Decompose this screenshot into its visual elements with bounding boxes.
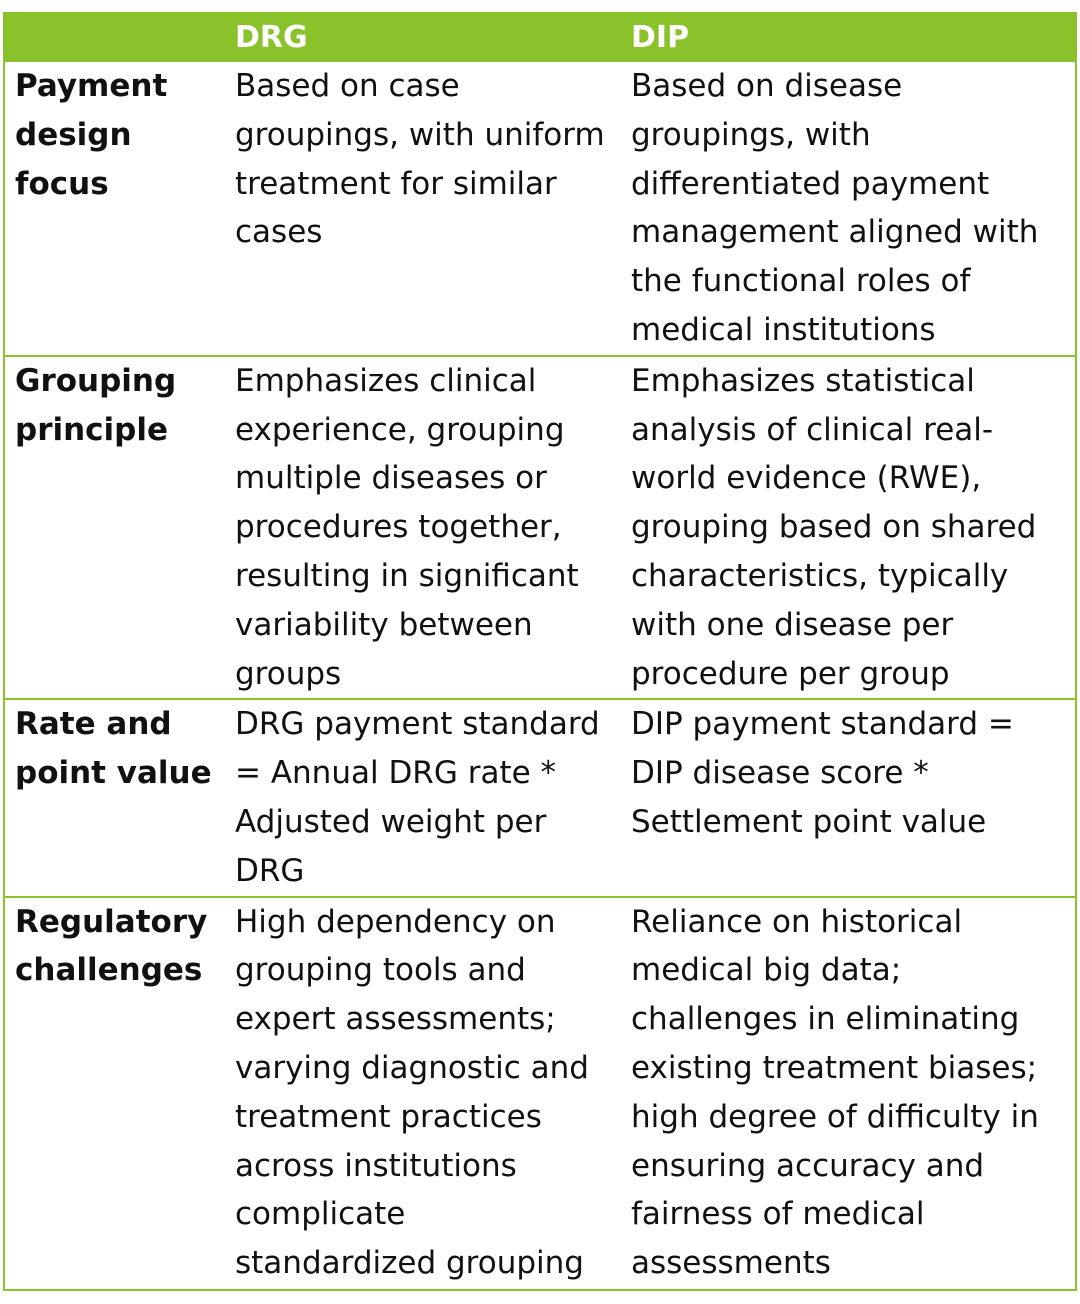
cell-drg-regulatory-challenges: High dependency on grouping tools and expert assessments; varying diagnostic and treatment practices across institutions complicate standardized grouping (235, 903, 589, 1282)
comparison-table (5, 14, 1075, 1289)
row-label-regulatory-challenges: Regulatory challenges (15, 903, 208, 989)
row-label-grouping-principle: Grouping principle (15, 362, 177, 448)
comparison-table-container (3, 12, 1077, 1291)
row-label-rate-and-point-value: Rate and point value (15, 706, 212, 792)
row-label-payment-design-focus: Payment design focus (15, 68, 168, 202)
header-drg: DRG (235, 20, 308, 55)
cell-drg-grouping-principle: Emphasizes clinical experience, grouping multiple diseases or procedures together, resulting in significant variability between groups (235, 362, 579, 692)
cell-drg-payment-design-focus: Based on case groupings, with uniform treatment for similar cases (235, 68, 605, 251)
cell-drg-rate-and-point-value: DRG payment standard = Annual DRG rate * Adjusted weight per DRG (235, 706, 600, 889)
cell-dip-regulatory-challenges: Reliance on historical medical big data; challenges in eliminating existing treatment biases; high degree of difficulty in ensuring accuracy and fairness of medical assessments (631, 903, 1039, 1282)
cell-dip-rate-and-point-value: DIP payment standard = DIP disease score * Settlement point value (631, 706, 1014, 840)
table-row (5, 897, 1075, 1289)
cell-dip-grouping-principle: Emphasizes statistical analysis of clinical real-world evidence (RWE), grouping based on shared characteristics, typically with one disease per procedure per group (631, 362, 1037, 692)
header-corner-cell (5, 14, 221, 62)
header-row (5, 14, 1075, 62)
table-row (5, 356, 1075, 700)
cell-dip-payment-design-focus: Based on disease groupings, with differentiated payment management aligned with the functional roles of medical institutions (631, 68, 1039, 348)
table-row (5, 62, 1075, 356)
table-row (5, 699, 1075, 896)
header-dip: DIP (631, 20, 690, 55)
